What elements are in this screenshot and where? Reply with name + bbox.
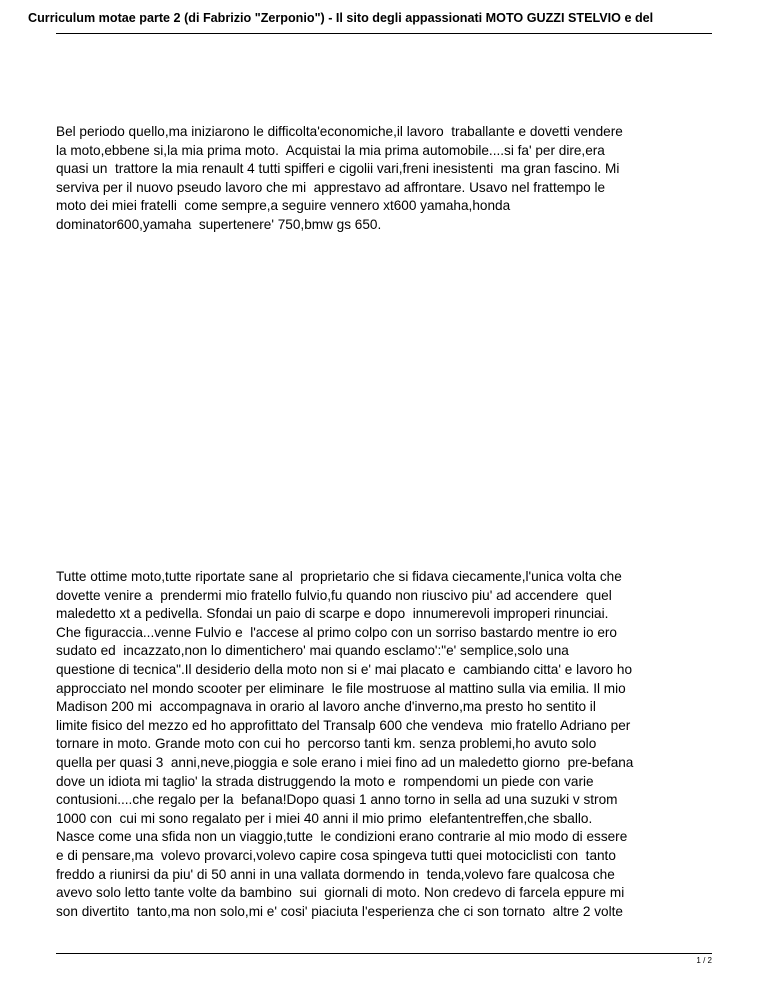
footer-divider bbox=[56, 953, 712, 954]
text-line: Madison 200 mi accompagnava in orario al lavoro anche d'inverno,ma presto ho sentito il bbox=[56, 699, 596, 715]
text-line: limite fisico del mezzo ed ho approfittato del Transalp 600 che vendeva mio fratello Adriano per bbox=[56, 717, 631, 733]
text-line: e di pensare,ma volevo provarci,volevo capire cosa spingeva tutti quei motociclisti con tanto bbox=[56, 847, 616, 863]
text-line: serviva per il nuovo pseudo lavoro che mi apprestavo ad affrontare. Usavo nel frattempo le bbox=[56, 179, 606, 195]
text-line: avevo solo letto tante volte da bambino sui giornali di moto. Non credevo di farcela eppure mi bbox=[56, 885, 625, 901]
text-line: freddo a riunirsi da piu' di 50 anni in una vallata dormendo in tenda,volevo fare qualcosa che bbox=[56, 866, 615, 882]
header-divider bbox=[56, 33, 712, 34]
text-line: questione di tecnica".Il desiderio della moto non si e' mai placato e cambiando citta' e lavoro ho bbox=[56, 661, 633, 677]
text-line: quella per quasi 3 anni,neve,pioggia e sole erano i miei fino ad un maledetto giorno pre-befana bbox=[56, 754, 634, 770]
text-line: 1000 con cui mi sono regalato per i miei 40 anni il mio primo elefantentreffen,che sballo. bbox=[56, 810, 593, 826]
text-line: dovette venire a prendermi mio fratello fulvio,fu quando non riuscivo piu' ad accendere quel bbox=[56, 587, 612, 603]
text-line: contusioni....che regalo per la befana!Dopo quasi 1 anno torno in sella ad una suzuki v strom bbox=[56, 792, 618, 808]
text-line: son divertito tanto,ma non solo,mi e' cosi' piaciuta l'esperienza che ci son tornato altre 2 volte bbox=[56, 903, 623, 919]
text-line: Che figuraccia...venne Fulvio e l'accese al primo colpo con un sorriso bastardo mentre io ero bbox=[56, 624, 617, 640]
text-line: maledetto xt a pedivella. Sfondai un paio di scarpe e dopo innumerevoli improperi rinunciai. bbox=[56, 606, 609, 622]
text-line: quasi un trattore la mia renault 4 tutti spifferi e cigolii vari,freni inesistenti ma gran fascino. Mi bbox=[56, 161, 620, 177]
text-line: Tutte ottime moto,tutte riportate sane al proprietario che si fidava ciecamente,l'unica volta che bbox=[56, 569, 622, 584]
text-line: moto dei miei fratelli come sempre,a seguire vennero xt600 yamaha,honda bbox=[56, 198, 511, 214]
text-line: approcciato nel mondo scooter per eliminare le file mostruose al mattino sulla via emilia. Il mio bbox=[56, 680, 626, 696]
paragraph-2 bbox=[56, 568, 716, 921]
page-title: Curriculum motae parte 2 (di Fabrizio "Zerponio") - Il sito degli appassionati MOTO GUZZI STELVIO e del bbox=[28, 11, 654, 25]
text-line: tornare in moto. Grande moto con cui ho percorso tanti km. senza problemi,ho avuto solo bbox=[56, 736, 597, 752]
text-line: Nasce come una sfida non un viaggio,tutte le condizioni erano contrarie al mio modo di essere bbox=[56, 829, 628, 845]
text-line: dove un idiota mi taglio' la strada distruggendo la moto e rompendomi un piede con varie bbox=[56, 773, 594, 789]
page-header bbox=[0, 0, 768, 36]
text-line: sudato ed incazzato,non lo dimentichero' mai quando esclamo':"e' semplice,solo una bbox=[56, 643, 569, 659]
text-line: Bel periodo quello,ma iniziarono le difficolta'economiche,il lavoro traballante e dovetti vendere bbox=[56, 124, 623, 139]
text-line: dominator600,yamaha supertenere' 750,bmw gs 650. bbox=[56, 216, 382, 232]
page-number: 1 / 2 bbox=[696, 956, 712, 965]
paragraph-1 bbox=[56, 123, 716, 235]
text-line: la moto,ebbene si,la mia prima moto. Acquistai la mia prima automobile....si fa' per dire,era bbox=[56, 142, 605, 158]
